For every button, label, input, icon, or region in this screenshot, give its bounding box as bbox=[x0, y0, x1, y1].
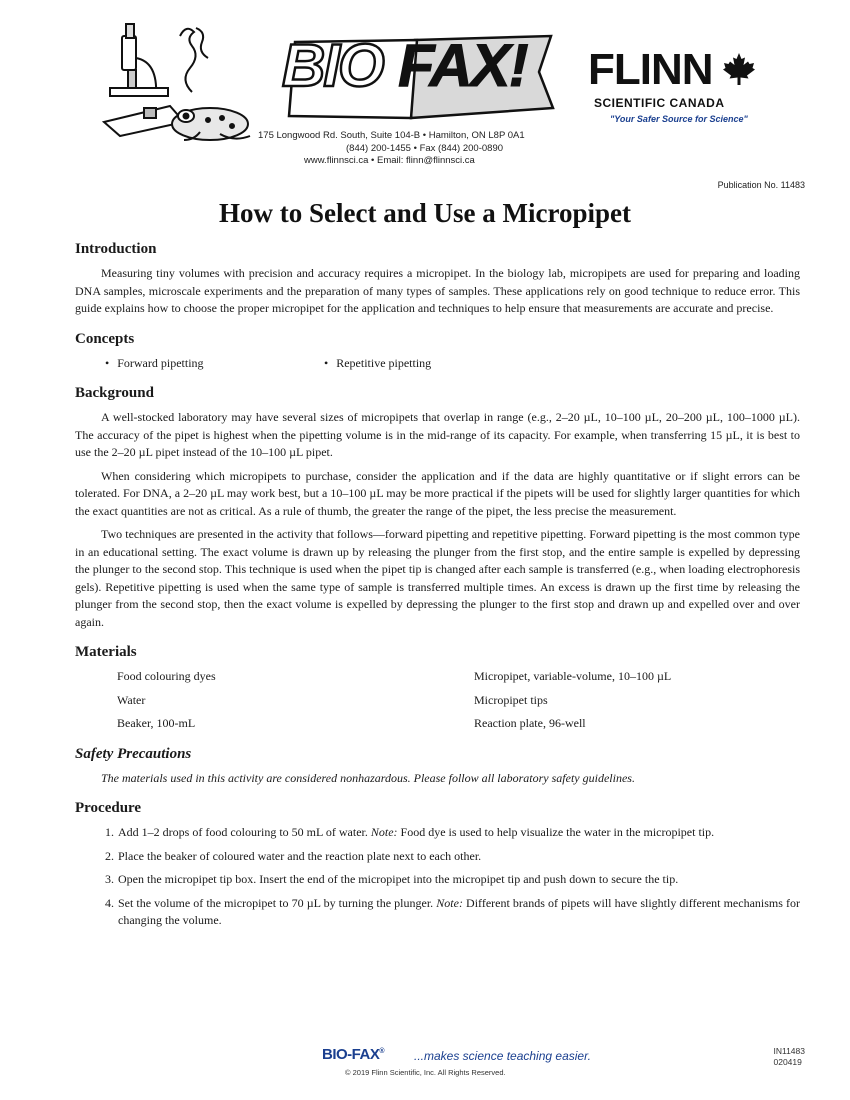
introduction-text: Measuring tiny volumes with precision and accuracy requires a micropipet. In the biology lab, micropipets are used for preparing and loading DNA samples, microscale experiments and the preparation of many types of samples. These applications rely on good technique to reduce error. This guide explains how to choose the proper micropipet for the application and techniques to help ensure that measurements are accurate and precise. bbox=[75, 266, 800, 315]
concept-item: • Forward pipetting bbox=[105, 355, 324, 373]
phone-fax-line: (844) 200-1455 • Fax (844) 200-0890 bbox=[346, 142, 504, 154]
address-line: 175 Longwood Rd. South, Suite 104-B • Hamilton, ON L8P 0A1 bbox=[258, 130, 525, 141]
step-text: Add 1–2 drops of food colouring to 50 mL of water. bbox=[118, 825, 368, 839]
concepts-list bbox=[75, 355, 800, 373]
background-paragraph: Two techniques are presented in the activity that follows—forward pipetting and repetitive pipetting. Forward pipetting is the most common type in an educational setting. The exact volume is drawn up by releasing the plunger from the first stop, and the entire sample is expelled by depressing the plunger to the second stop. This technique is used when the pipet tip is changed after each sample is transferred (e.g., when loading electrophoresis gels). Repetitive pipetting is used when the same type of sample is transferred multiple times. An excess is drawn up the first time by releasing the plunger from the second stop, then the exact volume is expelled by depressing the plunger to the first stop and drawn up and expelled over and over again. bbox=[75, 527, 800, 629]
background-section bbox=[75, 384, 800, 631]
concepts-heading: Concepts bbox=[75, 330, 135, 347]
concept-item: • Repetitive pipetting bbox=[324, 355, 543, 373]
company-subtitle: SCIENTIFIC CANADA bbox=[594, 96, 725, 110]
note-label: Note: bbox=[370, 825, 398, 839]
contact-address bbox=[258, 130, 548, 168]
note-label: Note: bbox=[436, 895, 463, 910]
document-body bbox=[75, 240, 800, 942]
procedure-section bbox=[75, 799, 800, 930]
company-name: FLINN bbox=[588, 45, 713, 94]
page-footer bbox=[0, 1046, 850, 1086]
publication-date-code: 020419 bbox=[773, 1057, 802, 1067]
material-item: Micropipet tips bbox=[474, 692, 548, 707]
procedure-step bbox=[117, 871, 800, 889]
footer-logo-text: BIO-FAX bbox=[322, 1046, 380, 1063]
introduction-section bbox=[75, 240, 800, 318]
materials-list bbox=[75, 668, 800, 733]
materials-section bbox=[75, 643, 800, 733]
maple-leaf-icon bbox=[722, 52, 756, 86]
footer-logo bbox=[322, 1046, 384, 1063]
material-item: Reaction plate, 96-well bbox=[474, 716, 586, 730]
copyright-text: © 2019 Flinn Scientific, Inc. All Rights Reserved. bbox=[345, 1068, 506, 1077]
concepts-section bbox=[75, 330, 800, 373]
safety-heading: Safety Precautions bbox=[75, 745, 192, 762]
procedure-step bbox=[117, 824, 800, 842]
procedure-steps bbox=[75, 824, 800, 930]
material-item: Micropipet, variable-volume, 10–100 µL bbox=[474, 669, 672, 683]
material-item: Beaker, 100-mL bbox=[117, 716, 196, 730]
step-text: Open the micropipet tip box. Insert the end of the micropipet into the micropipet tip and push down to secure the tip. bbox=[118, 872, 679, 886]
publication-number: Publication No. 11483 bbox=[717, 180, 805, 190]
document-title: How to Select and Use a Micropipet bbox=[219, 198, 631, 228]
publication-codes bbox=[773, 1046, 805, 1068]
flinn-logo bbox=[588, 45, 778, 128]
footer-tagline: ...makes science teaching easier. bbox=[414, 1049, 591, 1063]
trademark-symbol: ® bbox=[379, 1048, 385, 1055]
logo-bio: BIO bbox=[282, 32, 383, 99]
procedure-heading: Procedure bbox=[75, 800, 142, 816]
web-email-line: www.flinnsci.ca • Email: flinn@flinnsci.ca bbox=[304, 155, 475, 166]
step-note: Food dye is used to help visualize the water in the micropipet tip. bbox=[400, 825, 715, 839]
logo-fax: FAX! bbox=[398, 32, 527, 99]
background-paragraph: When considering which micropipets to purchase, consider the application and if the data are highly quantitative or if slight errors can be tolerated. For DNA, a 2–20 µL may work best, but a 10–100 µL may be more practical if the pipets will be used for slightly larger quantities for which the exact quantities are not as critical. As a rule of thumb, the greater the range of the pipet, the less precise the measurement. bbox=[75, 468, 800, 518]
company-slogan: "Your Safer Source for Science" bbox=[610, 114, 748, 124]
background-paragraph: A well-stocked laboratory may have several sizes of micropipets that overlap in range (e.g., 2–20 µL, 10–100 µL, 20–200 µL, 100–1000 µL). The accuracy of the pipet is highest when the pipetting volume is in the mid-range of its capacity. For example, when transferring 15 µL, it is best to use the 2–20 µL pipet instead of the 10–100 µL pipet. bbox=[75, 410, 800, 459]
publication-code: IN11483 bbox=[773, 1046, 805, 1056]
background-heading: Background bbox=[75, 385, 154, 401]
safety-text: The materials used in this activity are considered nonhazardous. Please follow all laboratory safety guidelines. bbox=[101, 770, 635, 785]
page-header bbox=[0, 0, 850, 190]
step-text: Place the beaker of coloured water and the reaction plate next to each other. bbox=[118, 848, 482, 863]
materials-heading: Materials bbox=[75, 644, 137, 660]
step-note: Different brands of pipets will have slightly different mechanisms for changing the volume. bbox=[118, 895, 801, 927]
safety-section bbox=[75, 745, 800, 788]
introduction-heading: Introduction bbox=[75, 241, 157, 257]
procedure-step bbox=[117, 848, 800, 866]
procedure-step bbox=[117, 895, 800, 930]
material-item: Food colouring dyes bbox=[117, 669, 216, 683]
step-text: Set the volume of the micropipet to 70 µL by turning the plunger. bbox=[118, 895, 434, 910]
material-item: Water bbox=[117, 692, 146, 707]
